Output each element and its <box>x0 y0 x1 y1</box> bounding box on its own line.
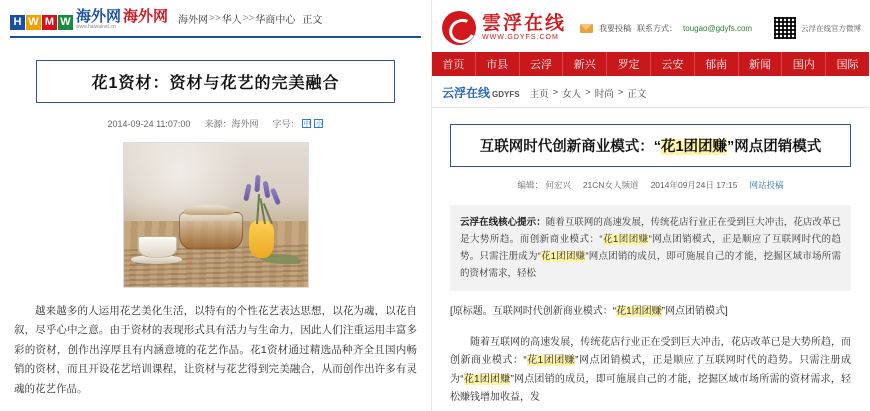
article-meta <box>0 117 431 130</box>
logo-cn-blue: 海外网 <box>76 7 122 25</box>
article-body: 随着互联网的高速发展，传统花店行业正在受到巨大冲击，花店改革已是大势所趋，而创新商业模式：“花1团团赚”网点团销模式，正是顺应了互联网时代的趋势。只需注册成为“花1团团赚”网点团销的成员，即可施展自己的才能，挖掘区域市场所需的资材需求，轻松赚钱增加收益，发 <box>450 336 851 404</box>
core-tip-text: 随着互联网的高速发展，传统花店行业正在受到巨大冲击，花店改革已是大势所趋。而创新商业模式：“花1团团赚”网点团销模式，正是顺应了互联网时代的趋势。只需注册成为“花1团团赚”网点团销的成员，即可施展自己的才能，挖掘区域市场所需的资材需求，轻松 <box>460 217 841 280</box>
nav-item-yunfu[interactable]: 云浮 <box>520 52 564 76</box>
gdyfs-logo-cn: 雲浮在线 <box>482 13 567 35</box>
gdyfs-logo-mark-icon <box>442 11 476 45</box>
gdyfs-logo-text <box>482 14 566 41</box>
breadcrumb-item-2[interactable]: 华商中心 <box>255 14 296 26</box>
submit-article-link[interactable]: 我要投稿 <box>599 23 632 33</box>
core-tip-label: 云浮在线核心提示： <box>460 217 546 228</box>
breadcrumb-item-2[interactable]: 时尚 <box>594 88 614 100</box>
article-image <box>123 142 309 288</box>
article-body: 越来越多的人运用花艺美化生活，以特有的个性花艺表达思想，以花为魂，以花自叙，尽乎心中之意。由于资材的表现形式具有活力与生命力，因此人们注重运用丰富多彩的资材，创作出淳厚且有内涵意境的花艺作品。花1资材通过精选品种齐全且国内畅销的资材，而且开设花艺培训课程，让资材与花艺得到完美融合，从而创作出许多有灵魂的花艺作品。 <box>14 305 417 395</box>
font-size-medium-button[interactable]: 中 <box>303 121 311 128</box>
photo-teapot <box>179 212 244 250</box>
photo-content <box>124 143 308 287</box>
highlighted-term: 花1团团赚 <box>616 306 662 318</box>
article-editor: 编辑： 何宏兴 <box>517 180 571 190</box>
breadcrumb-separator: > <box>617 87 624 98</box>
page-title: 花1资材：资材与花艺的完美融合 <box>91 75 340 92</box>
highlighted-term: 花1团团赚 <box>660 139 728 155</box>
breadcrumb-logo[interactable] <box>442 84 520 101</box>
logo-url: www.haiwainet.cn <box>76 23 116 30</box>
nav-item-news[interactable]: 新闻 <box>739 52 783 76</box>
gdyfs-logo-en: WWW.GDYFS.COM <box>482 34 559 42</box>
breadcrumb <box>432 76 869 108</box>
nav-item-yunan[interactable]: 云安 <box>651 52 695 76</box>
breadcrumb-item-1[interactable]: 女人 <box>562 88 582 100</box>
font-size-label: 字号： <box>272 119 300 129</box>
submit-site-link[interactable]: 网站投稿 <box>749 180 784 190</box>
breadcrumb <box>178 11 322 28</box>
photo-lavender-bud <box>262 180 270 198</box>
nav-item-home[interactable]: 首页 <box>432 52 476 76</box>
logo-letter-m: M <box>42 15 57 30</box>
article-views: 21CN女人频道 <box>582 180 639 190</box>
right-article-panel <box>432 0 869 411</box>
left-article-panel <box>0 0 432 411</box>
breadcrumb-current: 正文 <box>302 14 323 26</box>
breadcrumb-current: 正文 <box>627 88 647 100</box>
article-source: 来源：海外网 <box>204 119 259 129</box>
font-size-control[interactable] <box>272 117 323 130</box>
nav-item-counties[interactable]: 市县 <box>476 52 520 76</box>
page-title: 互联网时代创新商业模式：“花1团团赚”网点团销模式 <box>479 139 822 155</box>
photo-vase <box>249 221 275 258</box>
gdyfs-logo[interactable] <box>442 11 566 45</box>
photo-lavender-bud <box>270 188 281 206</box>
haiwainet-logo-letters <box>10 15 73 30</box>
breadcrumb-separator: >> <box>209 12 221 24</box>
breadcrumb-logo-cn: 云浮在线 <box>442 86 491 100</box>
logo-letter-w1: W <box>26 15 41 30</box>
breadcrumb-logo-en: GDYFS <box>492 90 520 99</box>
nav-item-xinxing[interactable]: 新兴 <box>563 52 607 76</box>
qr-code-label: 云浮在线官方微博 <box>801 23 861 33</box>
qr-code-icon <box>774 17 796 39</box>
photo-lavender-bud <box>254 175 260 192</box>
contact-label: 联系方式： <box>637 23 678 33</box>
original-title-note: [原标题。互联网时代创新商业模式：“花1团团赚”网点团销模式] <box>450 306 728 318</box>
logo-letter-h: H <box>10 15 25 30</box>
breadcrumb-item-1[interactable]: 华人 <box>221 14 242 26</box>
breadcrumb-separator: > <box>552 87 559 98</box>
haiwainet-logo[interactable] <box>10 9 168 30</box>
breadcrumb-item-0[interactable]: 海外网 <box>178 14 209 26</box>
breadcrumb-separator: >> <box>242 12 255 24</box>
haiwainet-header <box>0 0 431 36</box>
contact-email[interactable]: tougao@gdyfs.com <box>683 23 753 33</box>
nav-item-international[interactable]: 国际 <box>836 59 859 71</box>
article-date: 2014-09-24 11:07:00 <box>107 118 191 129</box>
logo-cn-red: 海外网 <box>123 7 169 25</box>
haiwainet-logo-text <box>76 9 168 30</box>
nav-item-domestic[interactable]: 国内 <box>782 52 826 76</box>
highlighted-term: 花1团团赚 <box>602 234 649 246</box>
highlighted-term: 花1团团赚 <box>540 251 586 263</box>
highlighted-term: 花1团团赚 <box>463 373 511 385</box>
core-tip-box <box>450 205 851 291</box>
nav-item-luoding[interactable]: 罗定 <box>607 52 651 76</box>
breadcrumb-separator: > <box>585 87 591 98</box>
font-size-small-button[interactable]: 小 <box>315 121 323 128</box>
header-divider <box>10 36 421 38</box>
article-title-box <box>36 60 395 103</box>
highlighted-term: 花1团团赚 <box>526 355 576 367</box>
main-nav[interactable] <box>432 52 869 76</box>
mail-icon <box>580 24 593 33</box>
breadcrumb-item-0[interactable]: 主页 <box>529 88 549 100</box>
article-date: 2014年09月24日 17:15 <box>650 180 738 190</box>
logo-letter-w2: W <box>58 15 73 30</box>
gdyfs-header <box>432 0 869 52</box>
article-meta <box>432 179 869 191</box>
article-title-box <box>450 124 851 167</box>
photo-lavender-bud <box>244 183 252 201</box>
nav-item-yunan-south[interactable]: 郁南 <box>695 52 739 76</box>
contact-bar <box>580 23 774 34</box>
photo-teapot-lid <box>184 205 234 215</box>
photo-cup <box>138 236 177 258</box>
